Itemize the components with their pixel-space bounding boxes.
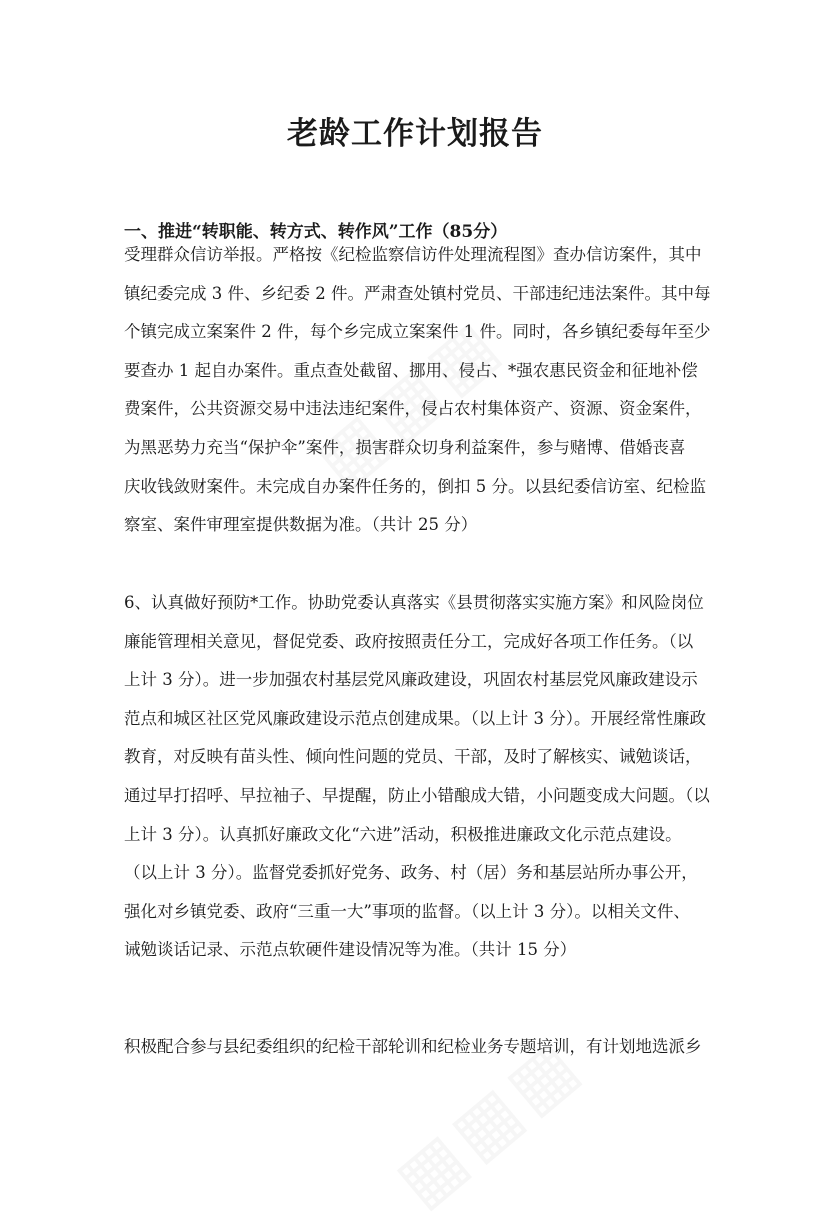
paragraph-line: 6、认真做好预防*工作。协助党委认真落实《县贯彻落实实施方案》和风险岗位 bbox=[124, 593, 704, 612]
paragraph-line: 上计 3 分）。认真抓好廉政文化“六进”活动，积极推进廉政文化示范点建设。 bbox=[124, 824, 682, 844]
paragraph-2 bbox=[124, 584, 710, 970]
paragraph-line: 积极配合参与县纪委组织的纪检干部轮训和纪检业务专题培训，有计划地选派乡 bbox=[124, 1037, 702, 1056]
paragraph-line: 费案件，公共资源交易中违法违纪案件，侵占农村集体资产、资源、资金案件， bbox=[124, 399, 702, 419]
page-title: 老龄工作计划报告 bbox=[287, 116, 543, 152]
paragraph-line: （以上计 3 分）。监督党委抓好党务、政务、村（居）务和基层站所办事公开， bbox=[124, 863, 698, 883]
paragraph-line: 教育，对反映有苗头性、倾向性问题的党员、干部，及时了解核实、诫勉谈话， bbox=[124, 747, 702, 767]
paragraph-line: 要查办 1 起自办案件。重点查处截留、挪用、侵占、*强农惠民资金和征地补偿 bbox=[124, 360, 698, 380]
paragraph-line: 通过早打招呼、早拉袖子、早提醒，防止小错酿成大错，小问题变成大问题。（以 bbox=[124, 785, 710, 805]
paragraph-line: 受理群众信访举报。严格按《纪检监察信访件处理流程图》查办信访案件，其中 bbox=[124, 245, 702, 264]
paragraph-line: 庆收钱敛财案件。未完成自办案件任务的，倒扣 5 分。以县纪委信访室、纪检监 bbox=[124, 476, 706, 496]
paragraph-line: 范点和城区社区党风廉政建设示范点创建成果。（以上计 3 分）。开展经常性廉政 bbox=[124, 708, 706, 728]
paragraph-3 bbox=[124, 1028, 710, 1067]
paragraph-line: 上计 3 分）。进一步加强农村基层党风廉政建设，巩固农村基层党风廉政建设示 bbox=[124, 670, 698, 690]
paragraph-line: 廉能管理相关意见，督促党委、政府按照责任分工，完成好各项工作任务。（以 bbox=[124, 631, 694, 651]
paragraph-line: 个镇完成立案案件 2 件，每个乡完成立案案件 1 件。同时，各乡镇纪委每年至少 bbox=[124, 322, 710, 342]
paragraph-line: 诫勉谈话记录、示范点软硬件建设情况等为准。（共计 15 分） bbox=[124, 940, 577, 960]
paragraph-line: 为黑恶势力充当“保护伞”案件，损害群众切身利益案件，参与赌博、借婚丧喜 bbox=[124, 437, 686, 457]
section-heading: 一、推进“转职能、转方式、转作风”工作（85分） bbox=[124, 222, 508, 242]
paragraph-line: 镇纪委完成 3 件、乡纪委 2 件。严肃查处镇村党员、干部违纪违法案件。其中每 bbox=[124, 283, 710, 303]
paragraph-line: 强化对乡镇党委、政府“三重一大”事项的监督。（以上计 3 分）。以相关文件、 bbox=[124, 901, 690, 921]
paragraph-1 bbox=[124, 236, 710, 545]
paragraph-line: 察室、案件审理室提供数据为准。（共计 25 分） bbox=[124, 515, 478, 535]
